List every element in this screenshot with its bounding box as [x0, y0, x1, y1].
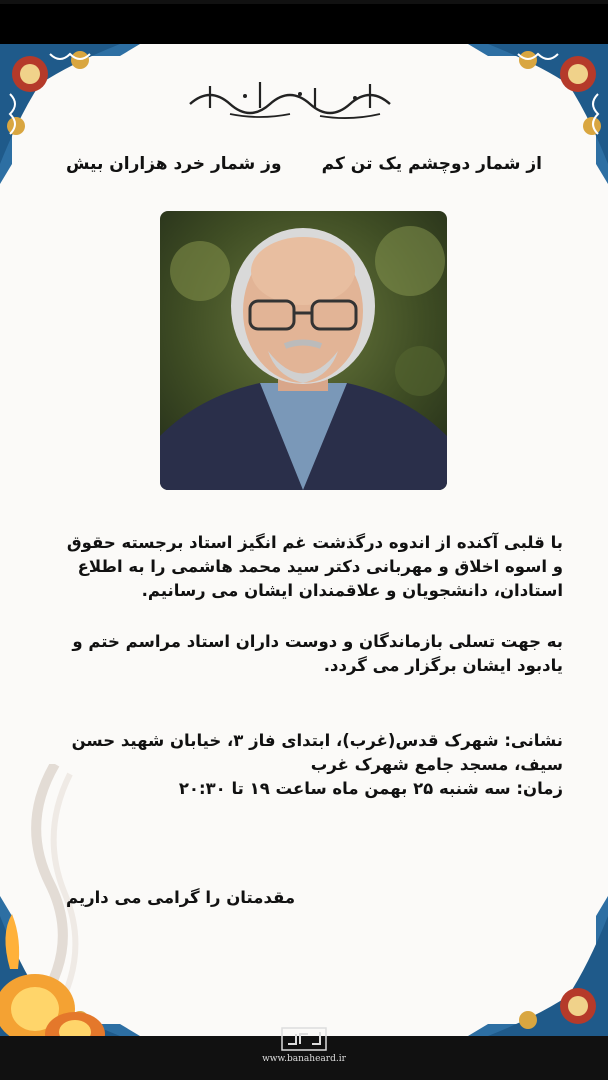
ceremony-line-1: به جهت تسلی بازماندگان و دوست داران استاد مراسم ختم و	[72, 632, 563, 651]
calligraphy-header	[150, 74, 450, 124]
address-time-block	[48, 729, 563, 801]
address-line-2: سیف، مسجد جامع شهرک غرب	[310, 755, 563, 774]
condolence-line-1: با قلبی آکنده از اندوه درگذشت غم انگیز استاد برجسته حقوق	[66, 533, 563, 552]
verse-left-hemistich: وز شمار خرد هزاران بیش	[66, 154, 282, 174]
condolence-line-3: استادان، دانشجویان و علاقمندان ایشان می رسانیم.	[141, 581, 563, 600]
footer-site-text: www.banaheard.ir	[262, 1054, 346, 1064]
time-line: زمان: سه شنبه ۲۵ بهمن ماه ساعت ۱۹ تا ۲۰:۳۰	[178, 779, 563, 798]
obituary-card	[0, 44, 608, 1036]
verse-right-hemistich: از شمار دوچشم یک تن کم	[321, 154, 542, 174]
address-line-1: نشانی: شهرک قدس(غرب)، ابتدای فاز ۳، خیابان شهید حسن	[71, 731, 563, 750]
condolence-paragraph	[48, 531, 563, 603]
bottom-right-ornament	[468, 896, 608, 1036]
ceremony-paragraph	[48, 630, 563, 678]
footer-logo	[238, 1024, 370, 1074]
portrait-photo	[160, 211, 447, 490]
condolence-line-2: و اسوه اخلاق و مهربانی دکتر سید محمد هاشمی را به اطلاع	[77, 557, 563, 576]
closing-line: مقدمتان را گرامی می داریم	[66, 888, 296, 907]
ceremony-line-2: یادبود ایشان برگزار می گردد.	[323, 656, 563, 675]
top-black-band	[0, 0, 608, 4]
brand-logo-icon	[238, 1024, 370, 1054]
